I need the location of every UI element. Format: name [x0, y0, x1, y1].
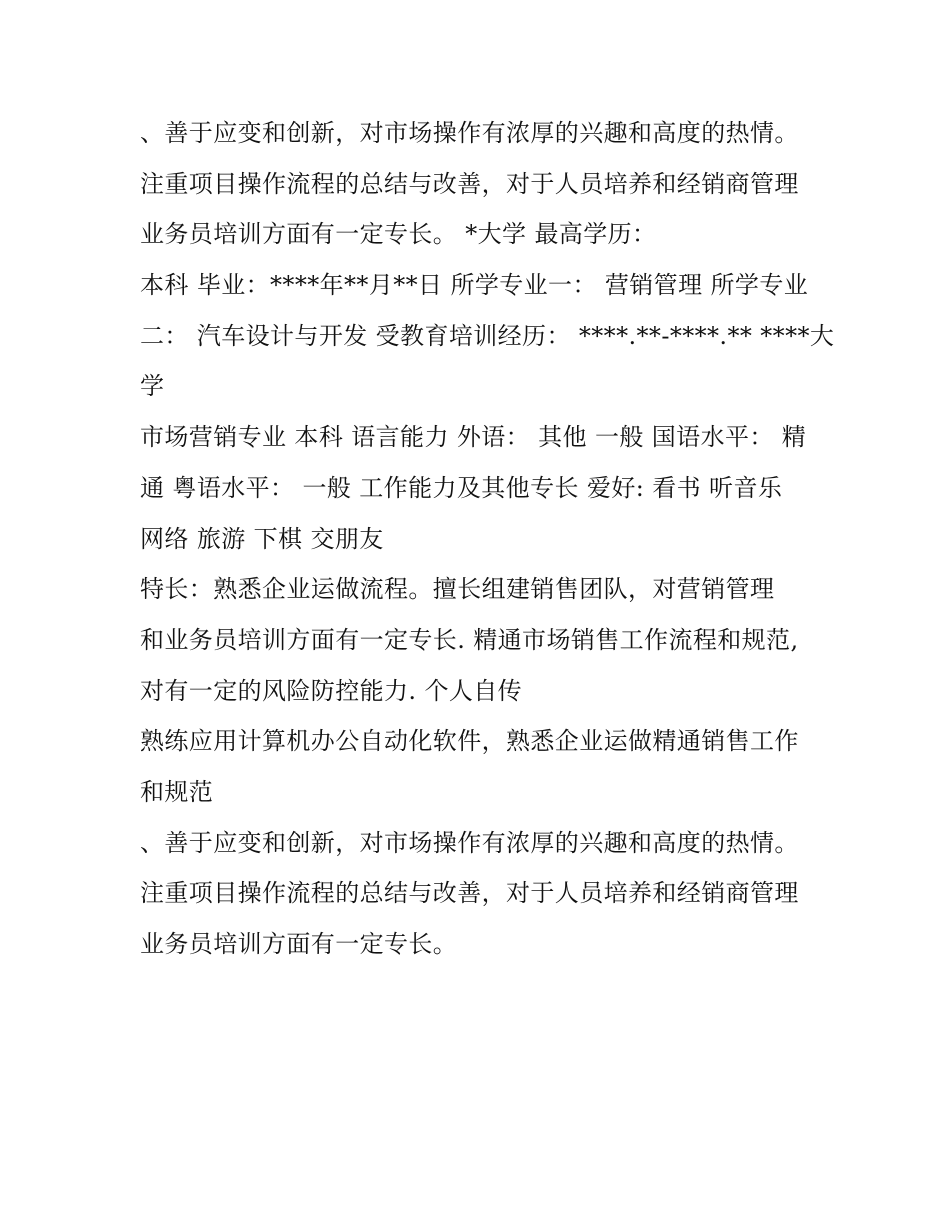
text-line: 网络 旅游 下棋 交朋友: [140, 524, 384, 553]
text-line: 二： 汽车设计与开发 受教育培训经历： ****.**-****.** ****大: [140, 321, 835, 350]
text-line: 对有一定的风险防控能力. 个人自传: [140, 676, 523, 705]
text-line: 本科 毕业：****年**月**日 所学专业一： 营销管理 所学专业: [140, 271, 809, 300]
text-line: 、善于应变和创新，对市场操作有浓厚的兴趣和高度的热情。: [140, 828, 799, 857]
text-line: 通 粤语水平： 一般 工作能力及其他专长 爱好: 看书 听音乐: [140, 473, 783, 502]
text-line: 学: [140, 372, 165, 401]
text-line: 、善于应变和创新，对市场操作有浓厚的兴趣和高度的热情。: [140, 119, 799, 147]
text-line: 注重项目操作流程的总结与改善，对于人员培养和经销商管理: [140, 169, 799, 198]
text-line: 和业务员培训方面有一定专长. 精通市场销售工作流程和规范,: [140, 625, 799, 654]
text-line: 业务员培训方面有一定专长。: [140, 930, 458, 958]
text-line: 和规范: [140, 777, 214, 806]
text-line: 市场营销专业 本科 语言能力 外语： 其他 一般 国语水平： 精: [140, 423, 807, 452]
document-body: [140, 108, 840, 970]
text-line: 注重项目操作流程的总结与改善，对于人员培养和经销商管理: [140, 879, 799, 908]
text-line: 特长：熟悉企业运做流程。擅长组建销售团队，对营销管理: [140, 575, 775, 604]
text-line: 熟练应用计算机办公自动化软件，熟悉企业运做精通销售工作: [140, 727, 799, 756]
text-line: 业务员培训方面有一定专长。 *大学 最高学历：: [140, 220, 657, 249]
